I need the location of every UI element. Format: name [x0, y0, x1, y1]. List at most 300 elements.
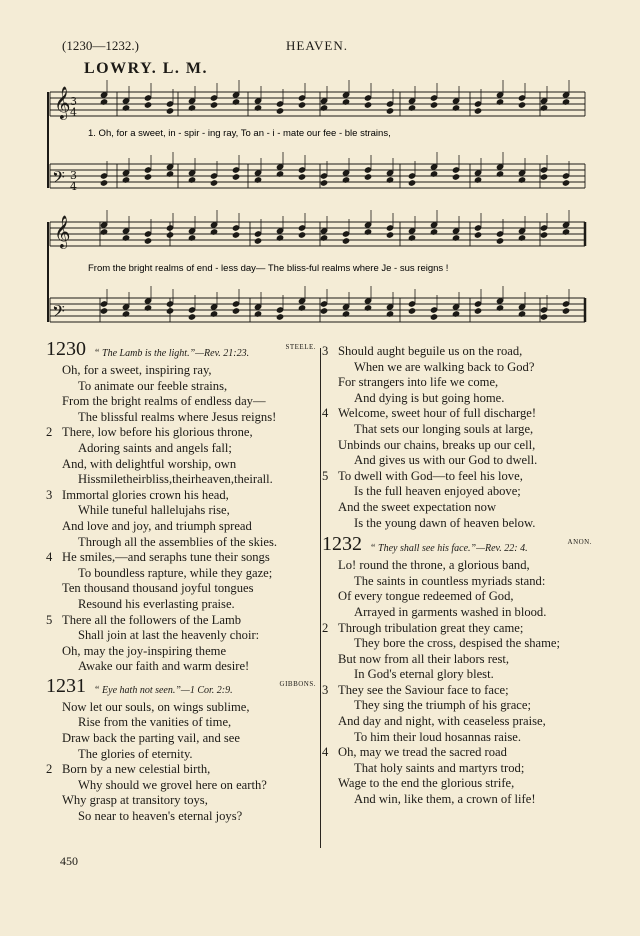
- verse-text: To boundless rapture, while they gaze;: [78, 565, 273, 580]
- hymn-heading: [46, 338, 318, 363]
- note-head: [342, 170, 349, 176]
- stanza: [322, 344, 594, 406]
- verse-line: [46, 394, 318, 410]
- verse-line: [46, 778, 318, 794]
- note-head: [144, 238, 151, 244]
- note-head: [474, 170, 481, 176]
- note-head: [540, 307, 547, 313]
- note-head: [188, 307, 195, 313]
- stanza-number: 2: [46, 762, 53, 777]
- note-head: [100, 92, 107, 98]
- verse-text: Oh, may the joy-inspiring theme: [62, 643, 227, 658]
- verse-line: [46, 457, 318, 473]
- stanza-number: 3: [46, 487, 53, 502]
- note-head: [364, 167, 371, 173]
- hymn-author: GIBBONS.: [279, 679, 316, 688]
- note-head: [386, 232, 393, 238]
- note-head: [232, 308, 239, 314]
- verse-text: Oh, may we tread the sacred road: [338, 745, 507, 760]
- verse-line: [322, 605, 594, 621]
- verse-line: [322, 589, 594, 605]
- verse-text: Is the young dawn of heaven below.: [354, 515, 536, 530]
- stanza: [46, 550, 318, 612]
- verse-text: And day and night, with ceaseless praise,: [338, 714, 546, 729]
- note-head: [100, 173, 107, 179]
- verse-text: That holy saints and martyrs trod;: [354, 760, 525, 775]
- note-head: [540, 232, 547, 238]
- note-head: [452, 174, 459, 180]
- hymn-author: STEELE.: [285, 343, 316, 351]
- note-head: [562, 173, 569, 179]
- music-score: [0, 0, 640, 345]
- note-head: [474, 301, 481, 307]
- note-head: [166, 232, 173, 238]
- verse-line: [322, 667, 594, 683]
- verse-line: [322, 406, 594, 422]
- verse-text: Welcome, sweet hour of full discharge!: [338, 406, 537, 421]
- note-head: [298, 232, 305, 238]
- note-head: [298, 95, 305, 101]
- note-head: [408, 173, 415, 179]
- verse-line: [322, 792, 594, 808]
- note-head: [254, 231, 261, 237]
- verse-text: For strangers into life we come,: [338, 375, 499, 390]
- note-head: [518, 228, 525, 234]
- note-head: [474, 225, 481, 231]
- verse-line: [46, 410, 318, 426]
- note-head: [298, 167, 305, 173]
- verse-text: And, with delightful worship, own: [62, 456, 237, 471]
- note-head: [298, 174, 305, 180]
- note-head: [364, 102, 371, 108]
- note-head: [540, 174, 547, 180]
- stanza-number: 2: [46, 425, 53, 440]
- verse-line: [46, 659, 318, 675]
- verse-line: [46, 425, 318, 441]
- note-head: [166, 101, 173, 107]
- verse-line: [322, 652, 594, 668]
- verse-text: And dying is but going home.: [354, 390, 505, 405]
- time-sig-top-2: 3: [70, 169, 77, 182]
- verse-text: Oh, for a sweet, inspiring ray,: [62, 363, 212, 377]
- verse-text: But now from all their labors rest,: [338, 651, 510, 666]
- verse-line: [322, 469, 594, 485]
- verse-text: Arrayed in garments washed in blood.: [354, 604, 547, 619]
- note-head: [166, 301, 173, 307]
- verse-line: [46, 715, 318, 731]
- right-column: [322, 344, 594, 808]
- note-head: [430, 314, 437, 320]
- note-head: [100, 180, 107, 186]
- verse-text: The saints in countless myriads stand:: [354, 573, 546, 588]
- verse-line: [46, 550, 318, 566]
- stanza: [46, 425, 318, 487]
- verse-line: [322, 558, 594, 574]
- stanza: [46, 613, 318, 675]
- note-head: [122, 98, 129, 104]
- verse-line: [46, 363, 318, 379]
- note-head: [364, 95, 371, 101]
- page-number: 450: [60, 854, 78, 868]
- verse-text: Immortal glories crown his head,: [62, 487, 229, 502]
- note-head: [276, 228, 283, 234]
- verse-text: Unbinds our chains, breaks up our cell,: [338, 437, 536, 452]
- note-head: [298, 298, 305, 304]
- note-head: [144, 298, 151, 304]
- stanza-number: 4: [322, 406, 329, 421]
- verse-line: [46, 613, 318, 629]
- stanza: [46, 700, 318, 762]
- note-head: [254, 170, 261, 176]
- stanza: [322, 683, 594, 745]
- verse-text: Draw back the parting vail, and see: [62, 731, 240, 746]
- verse-text: Why should we grovel here on earth?: [78, 777, 267, 792]
- hymn-number: 1231: [46, 674, 86, 697]
- note-head: [474, 101, 481, 107]
- note-head: [166, 308, 173, 314]
- note-head: [100, 301, 107, 307]
- verse-text: Why grasp at transitory toys,: [62, 793, 208, 808]
- note-head: [430, 307, 437, 313]
- note-head: [122, 170, 129, 176]
- hymn-author: ANON.: [567, 538, 592, 547]
- verse-text: And gives us with our God to dwell.: [354, 453, 538, 468]
- note-head: [276, 307, 283, 313]
- stanza-number: 4: [46, 550, 53, 565]
- verse-text: To dwell with God—to feel his love,: [338, 468, 523, 483]
- note-head: [408, 98, 415, 104]
- note-head: [518, 170, 525, 176]
- note-head: [188, 314, 195, 320]
- note-head: [496, 298, 503, 304]
- verse-text: Through all the assemblies of the skies.: [78, 534, 278, 549]
- hymn-number: 1232: [322, 533, 362, 556]
- verse-line: [46, 762, 318, 778]
- verse-text: Shall join at last the heavenly choir:: [78, 628, 260, 643]
- stanza: [322, 558, 594, 620]
- verse-text: There, low before his glorious throne,: [62, 425, 253, 440]
- note-head: [342, 92, 349, 98]
- verse-line: [46, 597, 318, 613]
- verse-line: [46, 472, 318, 488]
- time-sig-top-1: 3: [70, 95, 77, 108]
- time-sig-bot-1: 4: [70, 106, 77, 119]
- stanza: [322, 406, 594, 468]
- verse-line: [322, 438, 594, 454]
- verse-text: Awake our faith and warm desire!: [78, 659, 250, 674]
- note-head: [232, 232, 239, 238]
- bass-clef-icon: 𝄢: [52, 167, 65, 191]
- note-head: [452, 304, 459, 310]
- hymn-number: 1230: [46, 338, 86, 360]
- verse-text: Lo! round the throne, a glorious band,: [338, 558, 530, 573]
- verse-line: [46, 628, 318, 644]
- note-head: [320, 173, 327, 179]
- verse-line: [46, 441, 318, 457]
- stanza: [322, 745, 594, 807]
- note-head: [210, 102, 217, 108]
- note-head: [144, 174, 151, 180]
- note-head: [408, 301, 415, 307]
- verse-text: While tuneful hallelujahs rise,: [78, 503, 230, 518]
- note-head: [386, 170, 393, 176]
- note-head: [364, 222, 371, 228]
- verse-line: [322, 422, 594, 438]
- verse-line: [46, 747, 318, 763]
- verse-text: Through tribulation great they came;: [338, 620, 524, 635]
- note-head: [144, 95, 151, 101]
- hymn: [322, 344, 594, 531]
- note-head: [474, 232, 481, 238]
- note-head: [540, 225, 547, 231]
- note-head: [562, 92, 569, 98]
- treble-clef-icon: 𝄞: [54, 86, 71, 119]
- note-head: [122, 228, 129, 234]
- note-head: [386, 108, 393, 114]
- note-head: [452, 228, 459, 234]
- verse-text: They see the Saviour face to face;: [338, 682, 509, 697]
- note-head: [320, 301, 327, 307]
- note-head: [320, 308, 327, 314]
- stanza: [46, 363, 318, 425]
- verse-line: [322, 761, 594, 777]
- verse-text: Wage to the end the glorious strife,: [338, 776, 515, 791]
- note-head: [562, 180, 569, 186]
- verse-line: [322, 776, 594, 792]
- note-head: [166, 108, 173, 114]
- hymn-heading: [322, 533, 594, 558]
- note-head: [166, 225, 173, 231]
- verse-text: Of every tongue redeemed of God,: [338, 589, 514, 604]
- verse-line: [322, 574, 594, 590]
- hymn-heading: [46, 674, 318, 700]
- note-head: [518, 102, 525, 108]
- verse-text: And the sweet expectation now: [338, 499, 497, 514]
- note-head: [386, 304, 393, 310]
- stanza-number: 2: [322, 620, 329, 635]
- verse-line: [322, 360, 594, 376]
- note-head: [474, 108, 481, 114]
- verse-text: Adoring saints and angels fall;: [78, 440, 232, 455]
- verse-line: [322, 621, 594, 637]
- note-head: [232, 174, 239, 180]
- note-head: [210, 173, 217, 179]
- note-head: [276, 164, 283, 170]
- stanza-number: 5: [46, 612, 53, 627]
- note-head: [562, 301, 569, 307]
- verse-line: [322, 698, 594, 714]
- tune-name: LOWRY. L. M.: [84, 60, 208, 77]
- note-head: [430, 164, 437, 170]
- note-head: [232, 225, 239, 231]
- note-head: [408, 308, 415, 314]
- time-sig-bot-2: 4: [70, 180, 77, 193]
- note-head: [276, 108, 283, 114]
- note-head: [320, 98, 327, 104]
- note-head: [232, 301, 239, 307]
- verse-text: They bore the cross, despised the shame;: [354, 636, 560, 651]
- stanza-number: 3: [322, 682, 329, 697]
- verse-text: Resound his everlasting praise.: [78, 596, 235, 611]
- note-head: [320, 180, 327, 186]
- verse-text: They sing the triumph of his grace;: [354, 698, 531, 713]
- note-head: [122, 304, 129, 310]
- note-head: [254, 238, 261, 244]
- note-head: [474, 308, 481, 314]
- verse-line: [322, 636, 594, 652]
- hymn: [46, 338, 318, 675]
- note-head: [254, 304, 261, 310]
- note-head: [232, 167, 239, 173]
- verse-text: Should aught beguile us on the road,: [338, 344, 523, 358]
- note-head: [276, 314, 283, 320]
- verse-text: Born by a new celestial birth,: [62, 762, 211, 777]
- note-head: [210, 222, 217, 228]
- note-head: [562, 222, 569, 228]
- verse-text: The blissful realms where Jesus reigns!: [78, 409, 277, 424]
- note-head: [496, 231, 503, 237]
- note-head: [276, 101, 283, 107]
- verse-text: So near to heaven's eternal joys?: [78, 809, 243, 824]
- verse-line: [46, 379, 318, 395]
- verse-line: [322, 453, 594, 469]
- scripture-reference: “ The Lamb is the light.”—Rev. 21:23.: [94, 348, 250, 359]
- hymn-range: (1230—1232.): [62, 38, 139, 53]
- hymn: [322, 533, 594, 808]
- note-head: [496, 164, 503, 170]
- verse-text: Now let our souls, on wings sublime,: [62, 699, 250, 714]
- verse-line: [46, 731, 318, 747]
- stanza-number: 4: [322, 745, 329, 760]
- verse-text: That sets our longing souls at large,: [354, 421, 534, 436]
- verse-line: [46, 488, 318, 504]
- note-head: [430, 95, 437, 101]
- scripture-reference: “ Eye hath not seen.”—1 Cor. 2:9.: [94, 684, 233, 696]
- note-head: [452, 98, 459, 104]
- section-title: HEAVEN.: [286, 38, 349, 53]
- verse-line: [322, 730, 594, 746]
- verse-text: To him their loud hosannas raise.: [354, 729, 522, 744]
- verse-line: [322, 344, 594, 360]
- verse-text: To animate our feeble strains,: [78, 378, 228, 393]
- note-head: [540, 167, 547, 173]
- note-head: [342, 231, 349, 237]
- verse-text: And love and joy, and triumph spread: [62, 518, 252, 533]
- verse-line: [322, 683, 594, 699]
- verse-line: [322, 500, 594, 516]
- note-head: [188, 228, 195, 234]
- verse-line: [46, 809, 318, 825]
- note-head: [342, 304, 349, 310]
- verse-line: [46, 503, 318, 519]
- verse-text: When we are walking back to God?: [354, 359, 535, 374]
- note-head: [496, 92, 503, 98]
- verse-line: [322, 516, 594, 532]
- verse-line: [322, 714, 594, 730]
- note-head: [100, 308, 107, 314]
- verse-text: Hissmiletheirbliss,theirheaven,theirall.: [78, 472, 273, 487]
- verse-line: [322, 375, 594, 391]
- note-head: [386, 225, 393, 231]
- note-head: [386, 101, 393, 107]
- note-head: [188, 170, 195, 176]
- note-head: [298, 225, 305, 231]
- note-head: [364, 298, 371, 304]
- treble-clef-icon-2: 𝄞: [54, 215, 71, 248]
- note-head: [452, 167, 459, 173]
- note-head: [320, 228, 327, 234]
- note-head: [342, 238, 349, 244]
- note-head: [210, 180, 217, 186]
- verse-text: In God's eternal glory blest.: [354, 667, 494, 682]
- column-divider: [320, 348, 321, 848]
- hymn: [46, 674, 318, 825]
- scripture-reference: “ They shall see his face.”—Rev. 22: 4.: [370, 543, 528, 555]
- stanza-number: 3: [322, 344, 329, 358]
- verse-text: The glories of eternity.: [78, 746, 193, 761]
- note-head: [518, 95, 525, 101]
- note-head: [144, 231, 151, 237]
- note-head: [408, 180, 415, 186]
- note-head: [298, 102, 305, 108]
- verse-text: There all the followers of the Lamb: [62, 612, 242, 627]
- lyrics-line-2: From the bright realms of end - less day— The bliss-ful realms where Je - sus reigns !: [88, 263, 449, 274]
- note-head: [144, 167, 151, 173]
- verse-line: [322, 484, 594, 500]
- note-head: [188, 98, 195, 104]
- note-head: [540, 314, 547, 320]
- note-head: [496, 238, 503, 244]
- stanza: [46, 762, 318, 824]
- verse-line: [46, 535, 318, 551]
- note-head: [430, 222, 437, 228]
- verse-line: [322, 391, 594, 407]
- bass-clef-icon-2: 𝄢: [52, 301, 65, 325]
- verse-text: From the bright realms of endless day—: [62, 394, 266, 409]
- verse-line: [322, 745, 594, 761]
- stanza: [322, 621, 594, 683]
- verse-line: [46, 700, 318, 716]
- stanza: [322, 469, 594, 531]
- stanza-number: 5: [322, 468, 329, 483]
- note-head: [540, 98, 547, 104]
- stanza: [46, 488, 318, 550]
- lyrics-line-1: 1. Oh, for a sweet, in - spir - ing ray, To an - i - mate our fee - ble strains,: [88, 128, 391, 139]
- verse-text: Ten thousand thousand joyful tongues: [62, 581, 254, 596]
- note-head: [144, 102, 151, 108]
- note-head: [166, 164, 173, 170]
- verse-line: [46, 793, 318, 809]
- verse-line: [46, 519, 318, 535]
- verse-text: He smiles,—and seraphs tune their songs: [62, 550, 270, 565]
- verse-text: Rise from the vanities of time,: [78, 715, 232, 730]
- note-head: [232, 92, 239, 98]
- note-head: [518, 304, 525, 310]
- note-head: [408, 228, 415, 234]
- verse-text: And win, like them, a crown of life!: [354, 792, 536, 807]
- note-head: [210, 304, 217, 310]
- note-head: [210, 95, 217, 101]
- verse-line: [46, 581, 318, 597]
- note-head: [254, 98, 261, 104]
- verse-text: Is the full heaven enjoyed above;: [354, 484, 521, 499]
- note-head: [100, 222, 107, 228]
- note-head: [562, 308, 569, 314]
- verse-line: [46, 644, 318, 660]
- note-head: [364, 174, 371, 180]
- verse-line: [46, 566, 318, 582]
- note-head: [430, 102, 437, 108]
